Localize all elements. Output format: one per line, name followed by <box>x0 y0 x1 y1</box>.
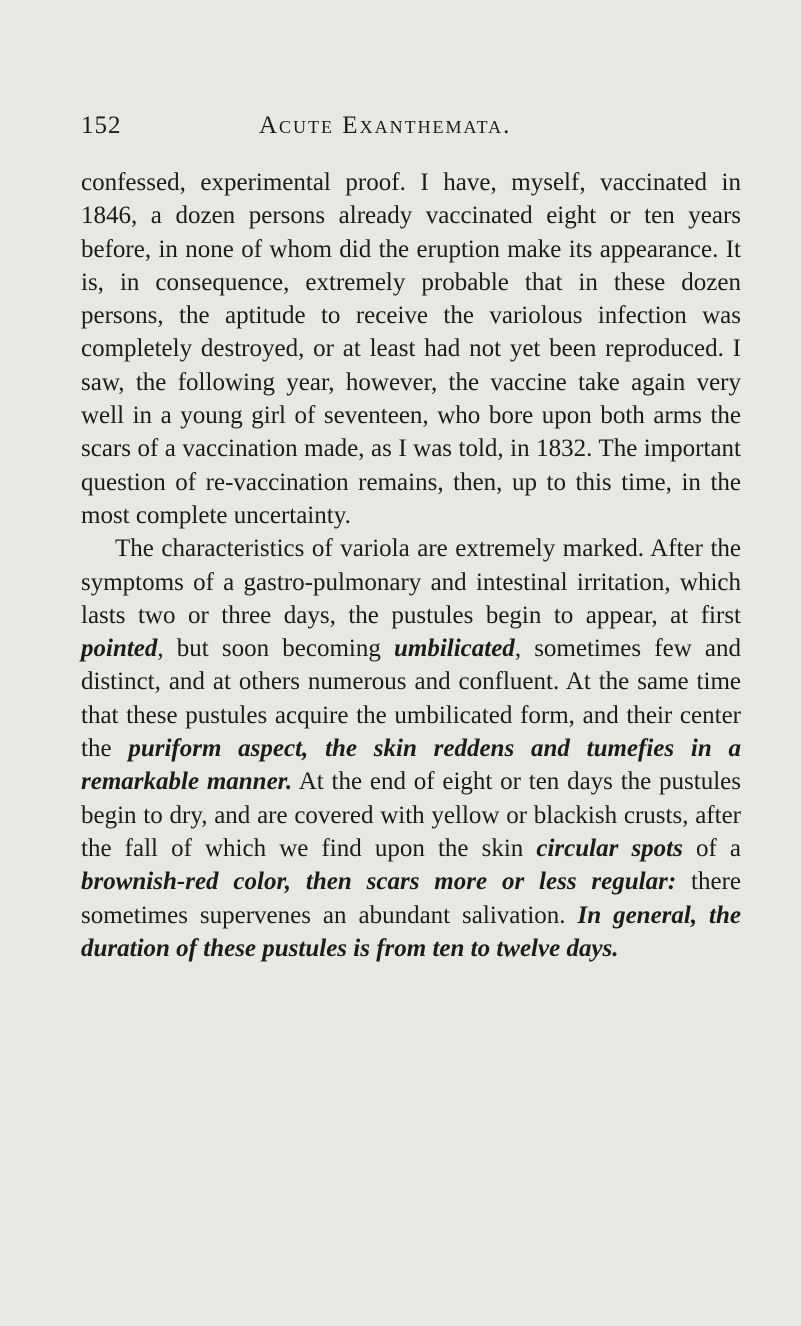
text-run: At the end of eight or ten days the pustules begin to dry, and are covered with yellow or blackish crusts, after the fall of which we find upon the skin <box>81 768 741 862</box>
emphasis-circular-spots: circular spots <box>536 834 683 862</box>
running-title: Acute Exanthemata. <box>259 112 512 139</box>
text-run: , sometimes few and distinct, and at others numerous and confluent. At the same time that these pustules acquire the umbilicated form, and their center the <box>81 635 741 763</box>
text-run: confessed, experimental proof. I have, myself, vaccinated in 1846, a dozen persons already vaccinated eight or ten years before, in none of whom did the eruption make its appearance. It is, in consequence, extremely probable that in these dozen persons, the aptitude to receive the variolous infection was completely destroyed, or at least had not yet been reproduced. I saw, the following year, however, the vaccine take again very well in a young girl of seventeen, who bore upon both arms the scars of a vaccination made, as I was told, in 1832. The important question of re-vaccination remains, then, up to this time, in the most complete uncertainty. <box>81 169 741 529</box>
emphasis-duration: In general, the duration of these pustules is from ten to twelve days. <box>81 901 741 962</box>
emphasis-umbilicated: umbilicated <box>393 635 515 663</box>
text-run: there sometimes supervenes an abundant salivation. <box>81 868 741 929</box>
emphasis-brownish-red: brownish-red color, then scars more or less regular: <box>81 868 677 896</box>
emphasis-pointed: pointed <box>81 635 158 663</box>
paragraph-1 <box>81 166 741 532</box>
emphasis-puriform-aspect: puriform aspect, the skin reddens and tumefies in a remarkable manner. <box>81 735 742 796</box>
paragraph-2 <box>81 532 741 965</box>
page-number: 152 <box>81 112 122 139</box>
body-text <box>81 166 741 965</box>
text-run: of a <box>682 834 741 862</box>
text-run: , but soon becoming <box>157 635 394 663</box>
running-header <box>81 112 741 152</box>
text-run: The characteristics of variola are extremely marked. After the symptoms of a gastro-pulmonary and intestinal irritation, which lasts two or three days, the pustules begin to appear, at first <box>81 535 741 629</box>
